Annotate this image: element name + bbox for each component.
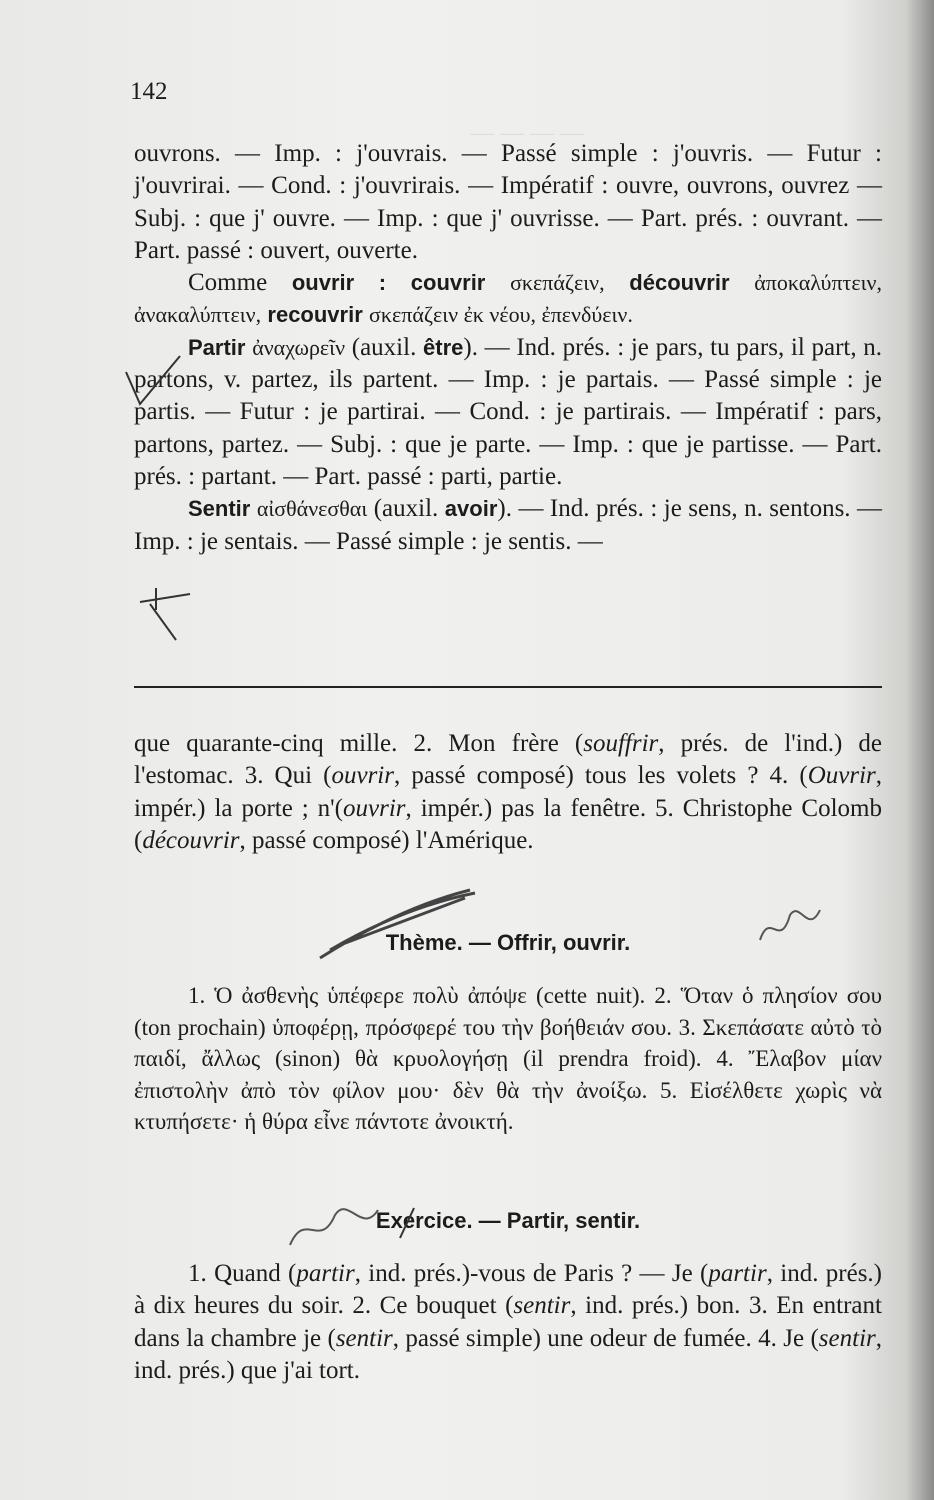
theme-heading: Thème. — Offrir, ouvrir. bbox=[385, 930, 631, 955]
partir-aux: être bbox=[423, 334, 464, 360]
verb-italic: sentir bbox=[335, 1324, 393, 1352]
text-run: , passé composé) tous les volets ? 4. ( bbox=[393, 762, 808, 790]
verb-italic: découvrir bbox=[142, 826, 240, 854]
text-run: , passé composé) l'Amérique. bbox=[239, 826, 534, 854]
sentir-aux-open: (auxil. bbox=[373, 495, 439, 523]
text-run: , impér.) la porte ; n'( bbox=[134, 762, 882, 822]
text-run: 1. Quand ( bbox=[188, 1260, 297, 1287]
verb-italic: partir bbox=[296, 1260, 355, 1287]
verb-italic: ouvrir bbox=[331, 762, 394, 790]
ouvrir-verb: ouvrir : bbox=[291, 270, 387, 296]
text-run: , ind. prés.) bon. 3. En entrant dans la chambre je ( bbox=[134, 1292, 882, 1352]
sentir-forms: ). — Ind. prés. : je sens, n. sentons. — Imp. : je sentais. — Passé simple : je sentis. — bbox=[134, 495, 883, 555]
exercice-heading: Exercice. — Partir, sentir. bbox=[375, 1208, 641, 1233]
partir-aux-open: (auxil. bbox=[351, 333, 417, 361]
verb-italic: sentir bbox=[513, 1292, 571, 1320]
text-run: , ind. prés.)-vous de Paris ? — Je ( bbox=[354, 1260, 709, 1287]
conjugation-section bbox=[134, 138, 882, 558]
verb-italic: sentir bbox=[818, 1324, 876, 1352]
exercise-continuation-text bbox=[134, 728, 882, 857]
recouvrir-verb: recouvrir bbox=[267, 302, 363, 328]
verb-italic: partir bbox=[708, 1260, 767, 1287]
text-run: , passé simple) une odeur de fumée. 4. Je ( bbox=[392, 1324, 819, 1352]
text-run: , ind. prés.) à dix heures du soir. 2. Ce bouquet ( bbox=[134, 1260, 882, 1320]
exercise-continuation bbox=[134, 728, 882, 857]
sentir-greek: αἰσθάνεσθαι bbox=[256, 496, 368, 522]
comme-ouvrir-paragraph bbox=[134, 267, 882, 332]
verb-italic: souffrir bbox=[583, 730, 659, 757]
couvrir-greek: σκεπάζειν, bbox=[510, 270, 605, 296]
partir-paragraph bbox=[134, 332, 882, 493]
theme-section bbox=[134, 980, 882, 1138]
exercice-section bbox=[134, 1258, 882, 1387]
comme-intro: Comme bbox=[188, 269, 268, 297]
exercice-body bbox=[134, 1258, 882, 1387]
text-run: , prés. de l'ind.) de l'estomac. 3. Qui ( bbox=[134, 730, 882, 790]
sentir-paragraph bbox=[134, 493, 882, 558]
sentir-verb: Sentir bbox=[188, 496, 251, 522]
section-divider bbox=[134, 686, 882, 688]
verb-italic: ouvrir bbox=[343, 794, 406, 822]
pencil-bracket-sentir bbox=[140, 588, 190, 640]
couvrir-verb: couvrir bbox=[410, 270, 486, 296]
verb-italic: Ouvrir bbox=[807, 762, 876, 790]
recouvrir-greek: σκεπάζειν ἐκ νέου, ἐπενδύειν. bbox=[369, 302, 633, 328]
partir-greek: ἀναχωρεῖν bbox=[252, 334, 346, 360]
decouvrir-greek: ἀποκαλύπτειν, ἀνακαλύπτειν, bbox=[134, 270, 883, 328]
partir-verb: Partir bbox=[188, 334, 246, 360]
ouvrir-conjugation: ouvrons. — Imp. : j'ouvrais. — Passé simple : j'ouvris. — Futur : j'ouvrirai. — Cond. : j'ouvrirais. — Impératif : ouvre, ouvrons, ouvrez — Subj. : que j' ouvre. — Imp. : que j' ouvrisse. — Part. prés. : ouvrant. — Part. passé : ouvert, ouverte. bbox=[134, 140, 882, 264]
theme-body: 1. Ὁ ἀσθενὴς ὑπέφερε πολὺ ἀπόψε (cette nuit). 2. Ὅταν ὁ πλησίον σου (ton prochain) ὑποφέρῃ, πρόσφερέ του τὴν βοήθειάν σου. 3. Σκεπάσατε αὐτὸ τὸ παιδί, ἄλλως (sinon) θὰ κρυολογήσῃ (il prendra froid). 4. Ἔλαβον μίαν ἐπιστολὴν ἀπὸ τὸν φίλον μου· δὲν θὰ τὴν ἀνοίξω. 5. Εἰσέλθετε χωρὶς νὰ κτυπήσετε· ἡ θύρα εἶνε πάντοτε ἀνοικτή. bbox=[134, 983, 882, 1135]
text-run: , ind. prés.) que j'ai tort. bbox=[134, 1324, 882, 1384]
sentir-aux: avoir bbox=[444, 496, 498, 522]
decouvrir-verb: découvrir bbox=[629, 270, 730, 296]
text-run: que quarante-cinq mille. 2. Mon frère ( bbox=[134, 730, 584, 757]
text-run: , impér.) pas la fenêtre. 5. Christophe Colomb ( bbox=[134, 794, 882, 854]
partir-forms: ). — Ind. prés. : je pars, tu pars, il part, n. partons, v. partez, ils partent. — Imp. : je partais. — Passé simple : je partis. — Futur : je partirai. — Cond. : je partirais. — Impératif : pars, partons, partez. — Subj. : que je parte. — Imp. : que je partisse. — Part. prés. : partant. — Part. passé : parti, partie. bbox=[134, 333, 883, 490]
page-number: 142 bbox=[130, 78, 168, 105]
bleed-through-text: — — — — bbox=[470, 120, 584, 146]
